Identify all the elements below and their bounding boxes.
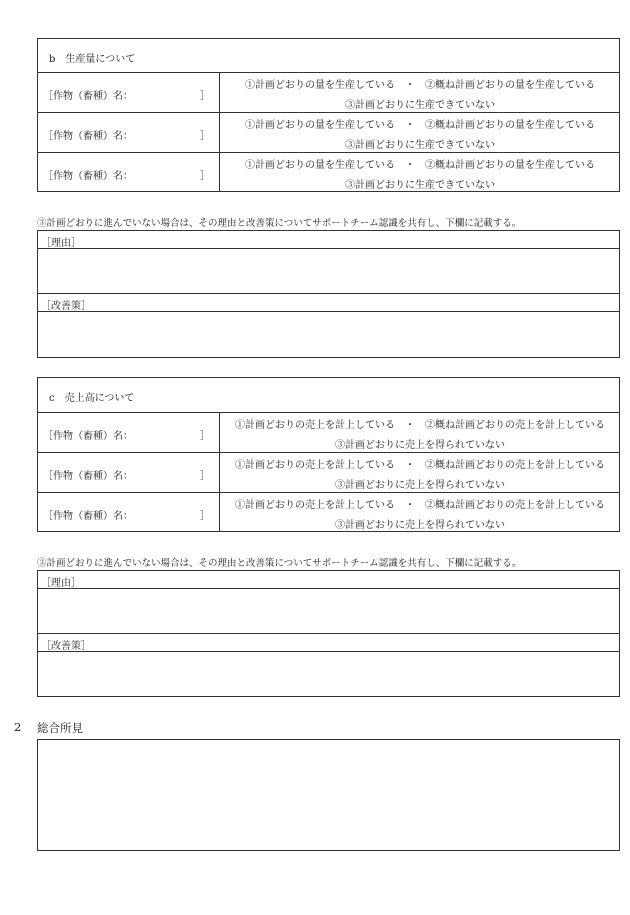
crop-name-close: ］	[200, 471, 210, 482]
crop-name-label: ［作物（畜種）名：	[43, 171, 133, 182]
row-divider	[37, 412, 620, 413]
production-option-line1[interactable]: ①計画どおりの量を生産している ・ ②概ね計画どおりの量を生産している	[245, 160, 595, 171]
sales-option-line1[interactable]: ①計画どおりの売上を計上している ・ ②概ね計画どおりの売上を計上している	[235, 420, 605, 431]
crop-name-close: ］	[200, 171, 210, 182]
crop-name-close: ］	[200, 431, 210, 442]
reason-field[interactable]	[38, 249, 619, 292]
improvement-field[interactable]	[38, 312, 619, 357]
crop-name-close: ］	[200, 91, 210, 102]
sales-note: ③計画どおりに進んでいない場合は、その理由と改善策についてサポートチーム認識を共有し、下欄に記載する。	[37, 558, 522, 569]
row-divider	[37, 492, 620, 493]
improvement-label: ［改善策］	[41, 641, 91, 652]
crop-name-close: ］	[200, 131, 210, 142]
row-divider	[37, 452, 620, 453]
overall-findings-title: 総合所見	[37, 721, 83, 735]
row-divider	[37, 72, 620, 73]
production-option-line2[interactable]: ③計画どおりに生産できていない	[345, 180, 495, 191]
production-option-line2[interactable]: ③計画どおりに生産できていない	[345, 100, 495, 111]
overall-findings-box[interactable]	[37, 739, 620, 851]
sales-option-line1[interactable]: ①計画どおりの売上を計上している ・ ②概ね計画どおりの売上を計上している	[235, 500, 605, 511]
crop-name-label: ［作物（畜種）名：	[43, 511, 133, 522]
row-divider	[37, 293, 620, 294]
crop-name-label: ［作物（畜種）名：	[43, 131, 133, 142]
row-divider	[37, 152, 620, 153]
crop-name-label: ［作物（畜種）名：	[43, 471, 133, 482]
section-number: 2	[14, 720, 22, 734]
sales-section-title: c 売上高について	[49, 393, 135, 404]
sales-option-line2[interactable]: ③計画どおりに売上を得られていない	[335, 520, 505, 531]
production-option-line1[interactable]: ①計画どおりの量を生産している ・ ②概ね計画どおりの量を生産している	[245, 80, 595, 91]
crop-name-label: ［作物（畜種）名：	[43, 431, 133, 442]
reason-field[interactable]	[38, 589, 619, 632]
reason-label: ［理由］	[41, 578, 81, 589]
production-section-title: b 生産量について	[49, 54, 136, 65]
crop-name-close: ］	[200, 511, 210, 522]
row-divider	[37, 112, 620, 113]
sales-option-line2[interactable]: ③計画どおりに売上を得られていない	[335, 440, 505, 451]
production-option-line2[interactable]: ③計画どおりに生産できていない	[345, 140, 495, 151]
crop-name-label: ［作物（畜種）名：	[43, 91, 133, 102]
reason-label: ［理由］	[41, 238, 81, 249]
sales-option-line2[interactable]: ③計画どおりに売上を得られていない	[335, 480, 505, 491]
sales-option-line1[interactable]: ①計画どおりの売上を計上している ・ ②概ね計画どおりの売上を計上している	[235, 460, 605, 471]
improvement-field[interactable]	[38, 652, 619, 696]
production-note: ③計画どおりに進んでいない場合は、その理由と改善策についてサポートチーム認識を共有し、下欄に記載する。	[37, 218, 522, 229]
production-option-line1[interactable]: ①計画どおりの量を生産している ・ ②概ね計画どおりの量を生産している	[245, 120, 595, 131]
improvement-label: ［改善策］	[41, 301, 91, 312]
row-divider	[37, 633, 620, 634]
